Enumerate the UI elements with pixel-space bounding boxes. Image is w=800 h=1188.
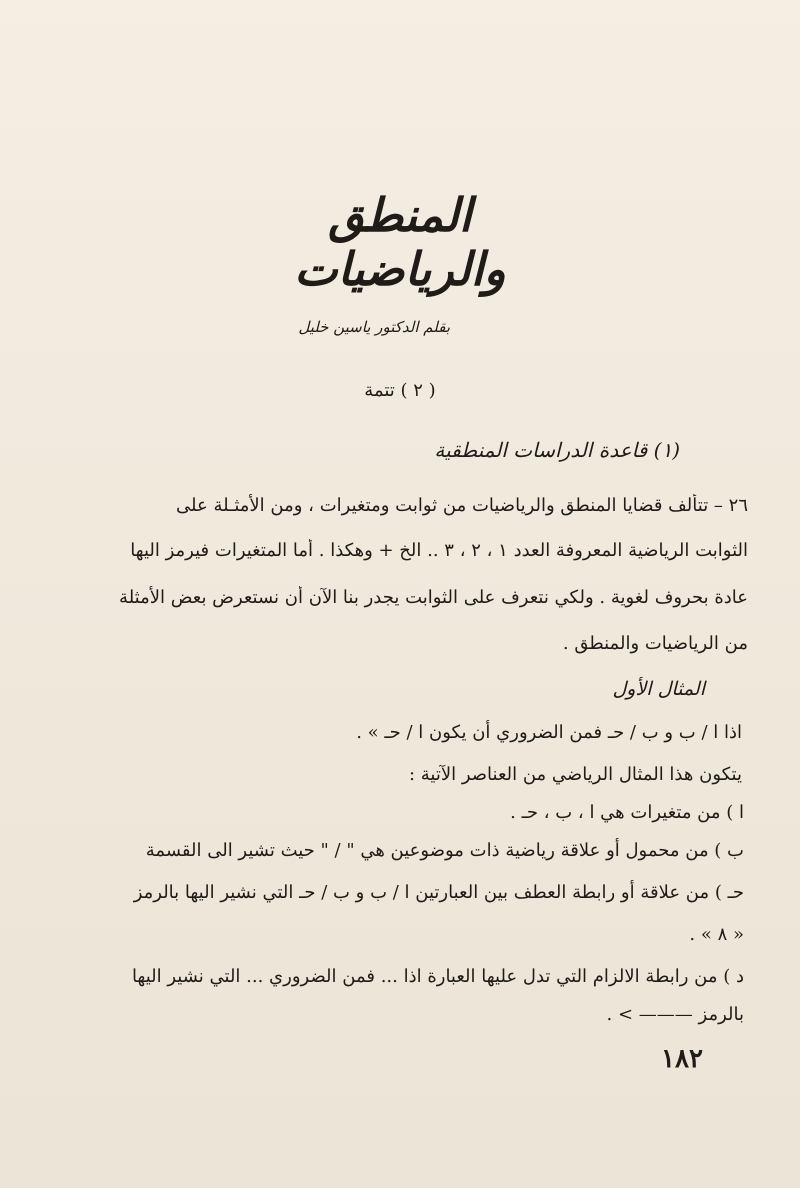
example-statement: اذا ا / ب و ب / حـ فمن الضروري أن يكون ا / حـ » . <box>356 722 742 743</box>
components-intro: يتكون هذا المثال الرياضي من العناصر الآتية : <box>408 764 742 785</box>
list-item-c-end: « ٨ » . <box>689 924 744 945</box>
list-item-a: ا ) من متغيرات هي ا ، ب ، حـ . <box>510 802 744 823</box>
paragraph-line: عادة بحروف لغوية . ولكي نتعرف على الثوابت يجدر بنا الآن أن نستعرض بعض الأمثلة <box>119 587 748 608</box>
part-label: ( ٢ ) تتمة <box>364 380 436 401</box>
article-title: المنطق والرياضيات <box>294 188 506 296</box>
paragraph-line: من الرياضيات والمنطق . <box>562 633 748 654</box>
paragraph-line: الثوابت الرياضية المعروفة العدد ١ ، ٢ ، ٣ .. الخ + وهكذا . أما المتغيرات فيرمز اليها <box>130 540 748 561</box>
list-item-c: حـ ) من علاقة أو رابطة العطف بين العبارتين ا / ب و ب / حـ التي نشير اليها بالرمز <box>133 882 744 903</box>
list-item-d: د ) من رابطة الالزام التي تدل عليها العبارة اذا ... فمن الضروري ... التي نشير اليها <box>131 966 744 987</box>
author-byline: بقلم الدكتور ياسين خليل <box>298 318 450 336</box>
paragraph-line: ٢٦ – تتألف قضايا المنطق والرياضيات من ثوابت ومتغيرات ، ومن الأمثـلة على <box>176 495 748 516</box>
example-heading: المثال الأول <box>612 678 705 700</box>
list-item-d-end: بالرمز ——— > . <box>606 1004 744 1025</box>
section-heading: (١) قاعدة الدراسات المنطقية <box>434 438 680 462</box>
list-item-b: ب ) من محمول أو علاقة رياضية ذات موضوعين هي " / " حيث تشير الى القسمة <box>145 840 744 861</box>
page-number: ١٨٢ <box>661 1044 703 1074</box>
